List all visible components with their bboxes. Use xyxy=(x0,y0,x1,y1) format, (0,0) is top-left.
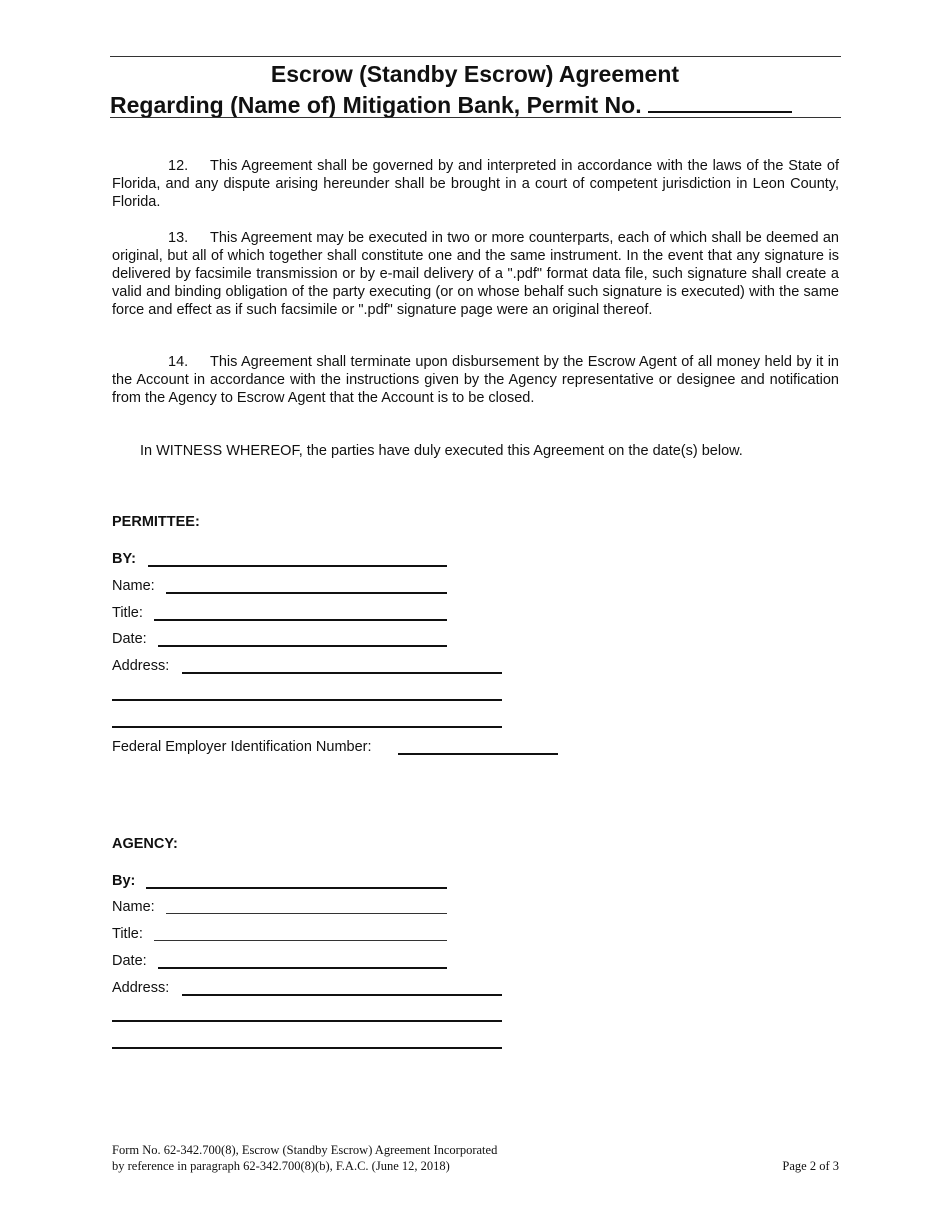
permittee-name-field xyxy=(112,577,155,595)
document-title-line2-text: Regarding (Name of) Mitigation Bank, Permit No. xyxy=(110,92,642,118)
field-label: Address: xyxy=(112,980,170,996)
agency-date-line[interactable] xyxy=(158,967,447,969)
permittee-date-line[interactable] xyxy=(158,645,447,647)
permittee-fein-field xyxy=(112,738,372,756)
permittee-address-line[interactable] xyxy=(182,672,502,674)
field-label: Name: xyxy=(112,578,155,594)
field-label: Title: xyxy=(112,605,143,621)
permittee-title-field xyxy=(112,604,143,622)
form-citation-line1: Form No. 62-342.700(8), Escrow (Standby Escrow) Agreement Incorporated xyxy=(112,1143,498,1157)
permittee-name-line[interactable] xyxy=(166,592,447,594)
permittee-address-line-2[interactable] xyxy=(112,699,502,701)
agency-address-field xyxy=(112,979,169,997)
paragraph-number: 12. xyxy=(168,158,189,174)
agency-by-line[interactable] xyxy=(146,887,447,889)
permittee-address-line-3[interactable] xyxy=(112,726,502,728)
agency-name-line[interactable] xyxy=(166,913,447,914)
field-label: Address: xyxy=(112,658,170,674)
field-label: Federal Employer Identification Number: xyxy=(112,739,372,755)
field-label: Name: xyxy=(112,899,155,915)
field-label: By: xyxy=(112,873,136,889)
paragraph-text: This Agreement shall terminate upon disbursement by the Escrow Agent of all money held by it in the Account in accordance with the instructions given by the Agency representative or designee and notification from the Agency to Escrow Agent that the Account is to be closed. xyxy=(112,354,839,406)
field-label: Title: xyxy=(112,926,143,942)
permittee-title-line[interactable] xyxy=(154,619,447,621)
field-label: Date: xyxy=(112,953,147,969)
permittee-fein-line[interactable] xyxy=(398,753,558,755)
agency-date-field xyxy=(112,952,147,970)
agency-address-line[interactable] xyxy=(182,994,502,996)
witness-statement: In WITNESS WHEREOF, the parties have duly executed this Agreement on the date(s) below. xyxy=(140,443,743,459)
agency-title-line[interactable] xyxy=(154,940,447,941)
agency-title-field xyxy=(112,925,143,943)
paragraph-number: 14. xyxy=(168,354,189,370)
paragraph-text: This Agreement shall be governed by and interpreted in accordance with the laws of the State of Florida, and any dispute arising hereunder shall be brought in a court of competent jurisdiction in Leon County, Florida. xyxy=(112,158,839,210)
permittee-address-field xyxy=(112,657,169,675)
paragraph-12 xyxy=(112,157,839,211)
field-label: BY: xyxy=(112,551,136,567)
document-title-line2 xyxy=(110,89,841,119)
form-citation xyxy=(112,1142,497,1174)
header-top-rule xyxy=(110,56,841,57)
permittee-by-field xyxy=(112,550,136,568)
page-number: Page 2 of 3 xyxy=(782,1159,839,1173)
agency-address-line-3[interactable] xyxy=(112,1047,502,1049)
paragraph-13 xyxy=(112,229,839,319)
paragraph-number: 13. xyxy=(168,230,189,246)
permit-number-blank[interactable] xyxy=(648,89,792,113)
agency-heading: AGENCY: xyxy=(112,836,178,852)
form-citation-line2: by reference in paragraph 62-342.700(8)(b), F.A.C. (June 12, 2018) xyxy=(112,1159,450,1173)
permittee-by-line[interactable] xyxy=(148,565,447,567)
header-bottom-rule xyxy=(110,117,841,118)
agency-name-field xyxy=(112,898,155,916)
document-title-line1: Escrow (Standby Escrow) Agreement xyxy=(270,61,680,87)
permittee-heading: PERMITTEE: xyxy=(112,514,200,530)
agency-address-line-2[interactable] xyxy=(112,1020,502,1022)
agency-by-field xyxy=(112,872,135,890)
field-label: Date: xyxy=(112,631,147,647)
paragraph-14 xyxy=(112,353,839,407)
paragraph-text: This Agreement may be executed in two or more counterparts, each of which shall be deemed an original, but all of which together shall constitute one and the same instrument. In the event that any signature is delivered by facsimile transmission or by e-mail delivery of a ".pdf" format data file, such signature shall create a valid and binding obligation of the party executing (or on whose behalf such signature is executed) with the same force and effect as if such facsimile or ".pdf" signature page were an original thereof. xyxy=(112,230,839,318)
permittee-date-field xyxy=(112,630,147,648)
